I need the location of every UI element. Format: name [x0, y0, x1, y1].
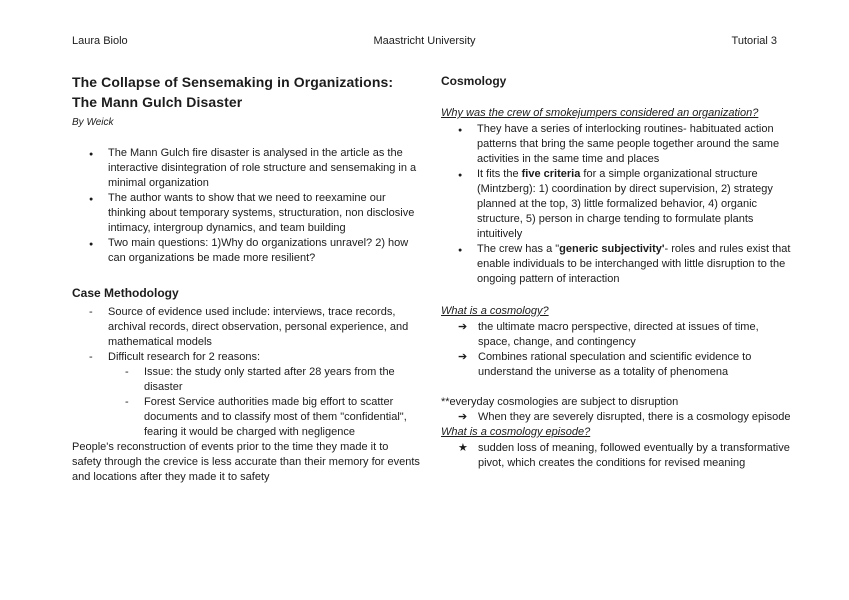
list-item: [441, 410, 791, 425]
left-column: [72, 72, 420, 485]
bullet-marker-icon: ●: [89, 151, 94, 158]
section-heading-cosmology: Cosmology: [441, 74, 507, 88]
document-body: [72, 72, 791, 485]
note-everyday-cosmologies: **everyday cosmologies are subject to disruption: [441, 396, 679, 408]
title-line-2: The Mann Gulch Disaster: [72, 94, 243, 110]
title-line-1: The Collapse of Sensemaking in Organizations:: [72, 74, 394, 90]
question-crew-organization: Why was the crew of smokejumpers considered an organization?: [441, 107, 759, 119]
list-item-text: Forest Service authorities made big effort to scatter documents and to classify most of them "confidential", fearing it would be charged with negligence: [144, 396, 407, 438]
list-item-text: The author wants to show that we need to reexamine our thinking about temporary systems, structuration, non disclosive intimacy, intergroup dynamics, and team building: [108, 192, 415, 234]
list-item: [441, 167, 791, 242]
right-column: [441, 72, 791, 485]
list-item: [72, 350, 420, 365]
list-item: [441, 320, 791, 350]
closing-paragraph: People's reconstruction of events prior to the time they made it to safety through the crevice is less accurate than their memory for events and locations after they made it to safety: [72, 441, 420, 483]
case-methodology-list: [72, 305, 420, 440]
intro-bullet-list: [72, 146, 420, 266]
list-item-text: Difficult research for 2 reasons:: [108, 351, 261, 363]
star-marker-icon: ★: [458, 442, 468, 454]
list-item: [72, 236, 420, 266]
list-item-text: the ultimate macro perspective, directed at issues of time, space, change, and contingency: [478, 321, 759, 348]
list-item-text: They have a series of interlocking routines- habituated action patterns that bring the same people together around the same activities in the same time and places: [477, 123, 780, 165]
header-tutorial-number: Tutorial 3: [731, 35, 777, 47]
list-item-text: Combines rational speculation and scientific evidence to understand the universe as a totality of phenomena: [478, 351, 752, 378]
list-item: [441, 441, 791, 471]
list-item-text: Issue: the study only started after 28 years from the disaster: [144, 366, 395, 393]
dash-marker-icon: -: [89, 351, 93, 363]
list-item: [72, 395, 420, 440]
bullet-marker-icon: ●: [458, 127, 463, 134]
document-title: [72, 72, 420, 112]
header-author: Laura Biolo: [72, 35, 128, 47]
bullet-marker-icon: ●: [89, 241, 94, 248]
cosmology-episode-star-list: [441, 441, 791, 471]
list-item-text: Two main questions: 1)Why do organizations unravel? 2) how can organizations be made more resilient?: [108, 237, 409, 264]
list-item-text: The Mann Gulch fire disaster is analysed in the article as the interactive disintegration of role structure and sensemaking in a minimal organization: [108, 147, 417, 189]
list-item: [72, 146, 420, 191]
list-item: [72, 305, 420, 350]
list-item: [72, 365, 420, 395]
question-cosmology-episode: What is a cosmology episode?: [441, 426, 591, 438]
bullet-marker-icon: ●: [458, 172, 463, 179]
question-what-is-cosmology: What is a cosmology?: [441, 305, 549, 317]
list-item-text: The crew has a "generic subjectivity'- roles and rules exist that enable individuals to be interchanged with little disruption to the ongoing pattern of interaction: [477, 243, 791, 285]
dash-marker-icon: -: [89, 306, 93, 318]
list-item: [72, 191, 420, 236]
bullet-marker-icon: ●: [458, 247, 463, 254]
page-header: [72, 34, 777, 49]
list-item: [441, 350, 791, 380]
bullet-marker-icon: ●: [89, 196, 94, 203]
list-item-text: sudden loss of meaning, followed eventually by a transformative pivot, which creates the conditions for revised meaning: [478, 442, 790, 469]
list-item: [441, 242, 791, 287]
cosmology-arrow-list: [441, 320, 791, 380]
disruption-arrow-list: [441, 410, 791, 425]
header-institution: Maastricht University: [373, 35, 476, 47]
list-item-text: It fits the five criteria for a simple organizational structure (Mintzberg): 1) coordination by direct supervision, 2) strategy planned at the top, 3) little formalized behavior, 4) organic structure, 5) person in charge tending to formulate plants intuitively: [477, 168, 773, 240]
list-item-text: Source of evidence used include: interviews, trace records, archival records, direct observation, personal experience, and mathematical models: [108, 306, 409, 348]
list-item: [441, 122, 791, 167]
arrow-marker-icon: ➔: [458, 321, 468, 333]
dash-marker-icon: -: [125, 366, 129, 378]
dash-marker-icon: -: [125, 396, 129, 408]
arrow-marker-icon: ➔: [458, 351, 468, 363]
list-item-text: When they are severely disrupted, there is a cosmology episode: [478, 411, 791, 423]
arrow-marker-icon: ➔: [458, 411, 468, 423]
byline: By Weick: [72, 117, 114, 128]
section-heading-case-methodology: Case Methodology: [72, 286, 179, 300]
crew-organization-bullet-list: [441, 122, 791, 287]
